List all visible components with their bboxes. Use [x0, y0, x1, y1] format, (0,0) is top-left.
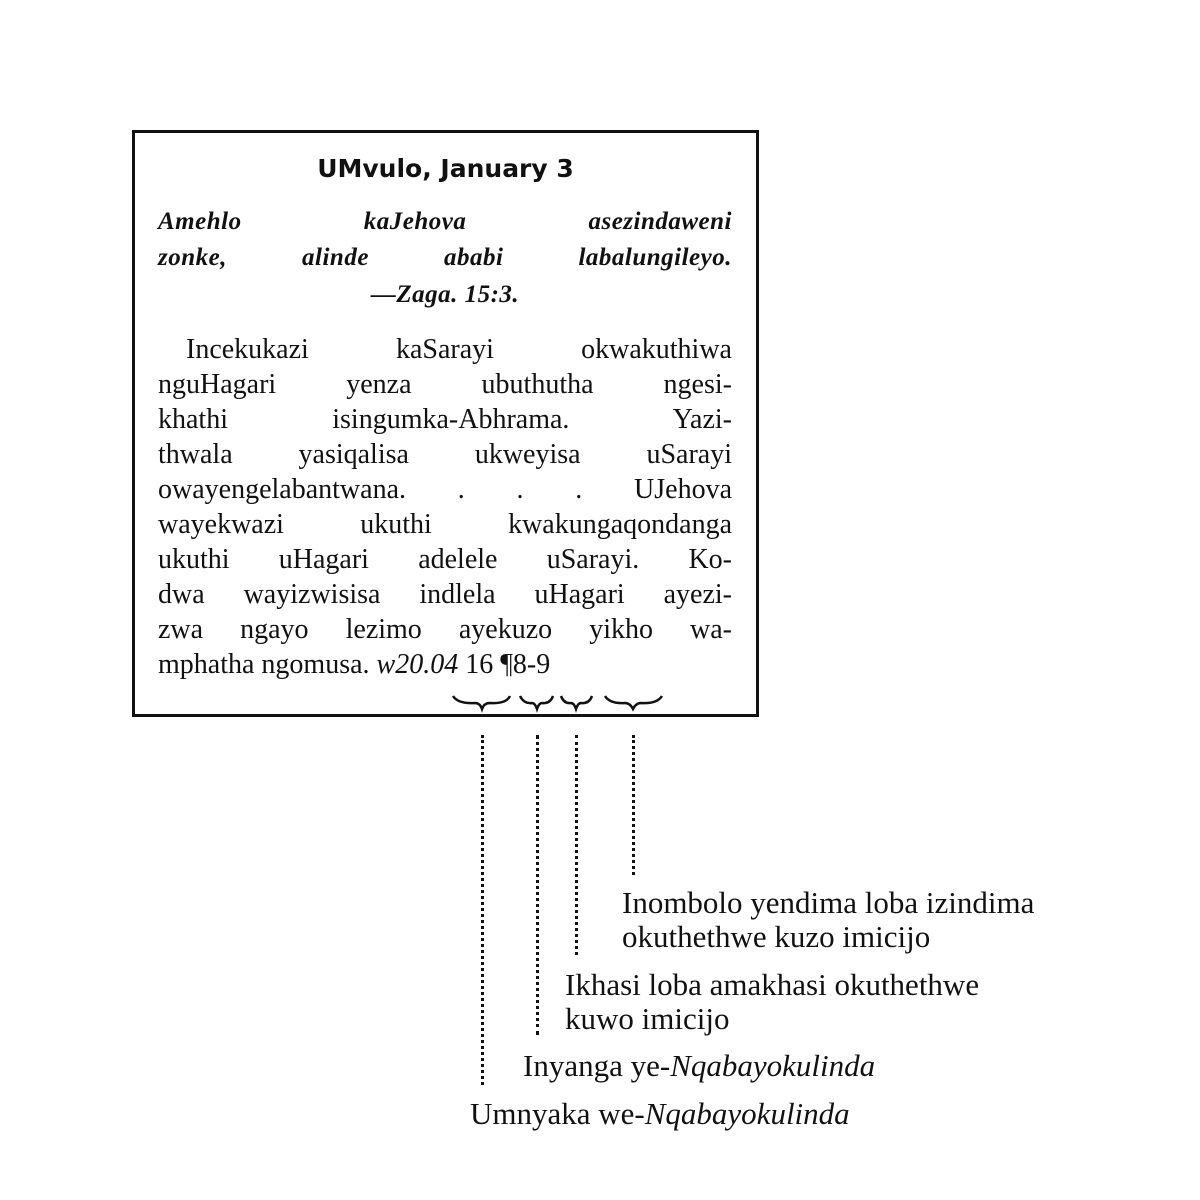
- body-line: ukuthi uHagari adelele uSarayi. Ko-: [158, 544, 732, 575]
- label-year: [470, 1097, 850, 1131]
- ref-year: w20: [376, 649, 424, 680]
- label-year-text: Umnyaka we-: [470, 1096, 645, 1131]
- body-line: khathi isingumka-Abhrama. Yazi-: [158, 404, 732, 435]
- brace-month: [520, 696, 553, 709]
- body-line: Incekukazi kaSarayi okwakuthiwa: [186, 334, 732, 365]
- label-page-cont: kuwo imicijo: [565, 1001, 730, 1036]
- date-heading: UMvulo, January 3: [317, 154, 574, 183]
- label-year-title: Nqabayokulinda: [644, 1096, 850, 1131]
- label-month-text: Inyanga ye-: [523, 1048, 671, 1083]
- dotted-leader-paragraph: [632, 735, 635, 875]
- body-line: zwa ngayo lezimo ayekuzo yikho wa-: [158, 614, 732, 645]
- label-paragraph: Inombolo yendima loba izindima: [622, 885, 1035, 920]
- ref-month: .04: [423, 649, 459, 680]
- body-line: thwala yasiqalisa ukweyisa uSarayi: [158, 439, 732, 470]
- brace-paragraph: [605, 696, 662, 709]
- label-paragraph-cont: okuthethwe kuzo imicijo: [622, 919, 931, 954]
- ref-paragraph: ¶8-9: [500, 649, 551, 680]
- brace-year: [453, 696, 510, 709]
- verse-line: Amehlo kaJehova asezindaweni: [158, 208, 732, 235]
- ref-page: 16: [458, 649, 501, 680]
- label-month: [523, 1049, 875, 1083]
- dotted-leader-month: [536, 735, 539, 1035]
- body-line: wayekwazi ukuthi kwakungaqondanga: [158, 509, 732, 540]
- body-line: dwa wayizwisisa indlela uHagari ayezi-: [158, 579, 732, 610]
- label-month-title: Nqabayokulinda: [670, 1048, 876, 1083]
- dotted-leader-page: [575, 735, 578, 955]
- dotted-leader-year: [481, 735, 484, 1085]
- body-line: owayengelabantwana. . . . UJehova: [158, 474, 732, 505]
- verse-line: zonke, alinde ababi labalungileyo.: [158, 244, 732, 271]
- body-text: mphatha ngomusa.: [158, 649, 377, 680]
- verse-citation: —Zaga. 15:3.: [370, 281, 520, 308]
- brace-page: [561, 696, 592, 709]
- body-line: nguHagari yenza ubuthutha ngesi-: [158, 369, 732, 400]
- label-page: Ikhasi loba amakhasi okuthethwe: [565, 967, 980, 1002]
